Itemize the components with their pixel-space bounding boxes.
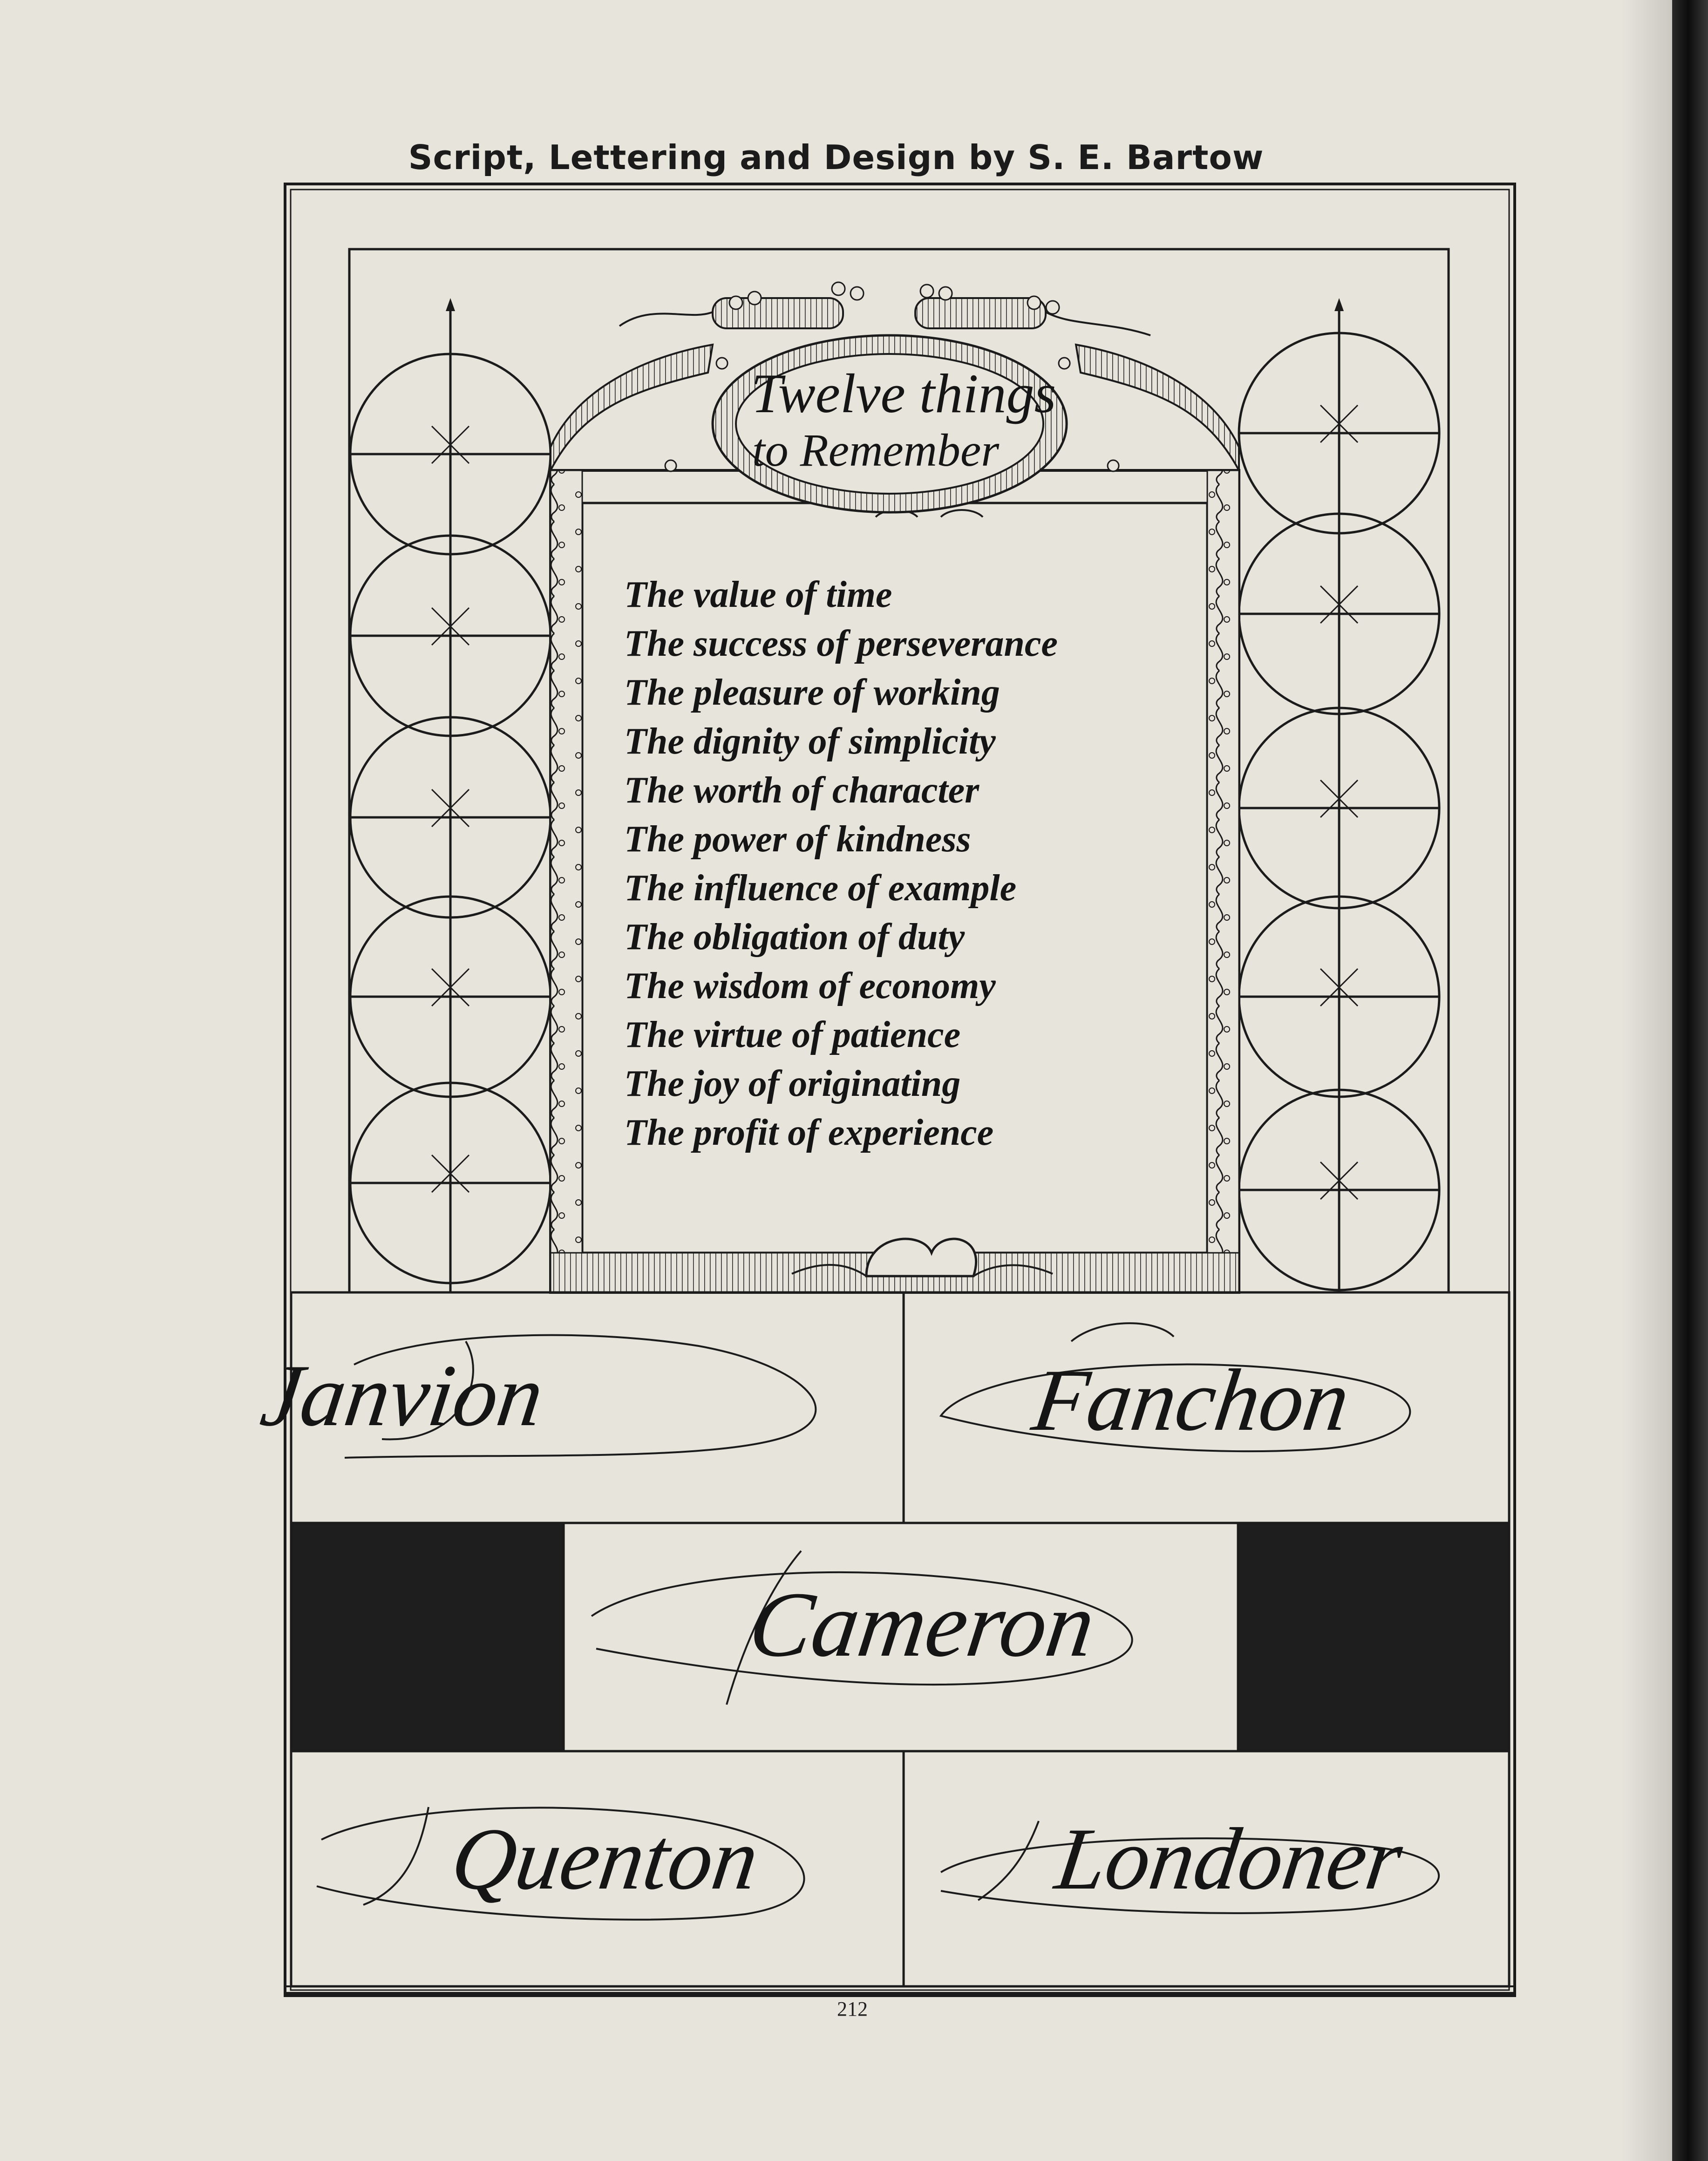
left-circle-column — [350, 298, 551, 1292]
poem-line: The dignity of simplicity — [624, 721, 996, 762]
script-name-fanchon: Fanchon — [1027, 1351, 1355, 1449]
shell-ornament — [866, 1239, 976, 1276]
right-circle-column — [1239, 298, 1439, 1292]
arrow-up-icon — [1334, 298, 1344, 311]
script-name-cameron: Cameron — [743, 1573, 1101, 1676]
plate-header: Script, Lettering and Design by S. E. Bartow — [408, 138, 1264, 177]
arch-banner — [551, 345, 713, 470]
page-number: 212 — [837, 1998, 868, 2020]
script-name-quenton: Quenton — [446, 1810, 764, 1908]
arrow-up-icon — [446, 298, 455, 311]
poem-list — [624, 571, 1183, 1157]
poem-line: The wisdom of economy — [624, 965, 996, 1006]
poem-line: The profit of experience — [624, 1112, 994, 1153]
poem-line: The power of kindness — [624, 819, 971, 860]
poem-line: The obligation of duty — [624, 917, 965, 958]
poem-line: The joy of originating — [624, 1063, 961, 1104]
poem-line: The success of perseverance — [624, 623, 1058, 664]
script-name-janvion: Janvion — [255, 1346, 550, 1445]
poem-line: The pleasure of working — [624, 672, 1000, 713]
script-name-londoner: Londoner — [1050, 1810, 1409, 1908]
poem-line: The worth of character — [624, 770, 980, 811]
panel-middle-left-black — [291, 1523, 564, 1751]
poem-line: The virtue of patience — [624, 1014, 961, 1055]
poem-line: The value of time — [624, 574, 892, 615]
poem-line: The influence of example — [624, 868, 1017, 909]
banner-line-1: Twelve things — [751, 362, 1056, 424]
panel-middle-right-black — [1238, 1523, 1509, 1751]
banner-line-2: to Remember — [752, 424, 1000, 476]
